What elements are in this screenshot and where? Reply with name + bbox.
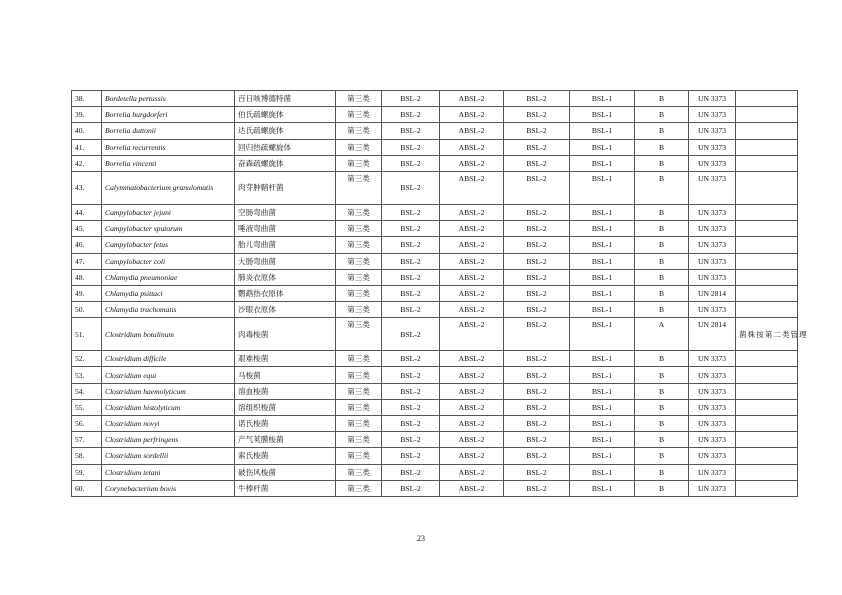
hazard-class-cell: 第三类 (336, 155, 382, 171)
transport-category-cell: B (635, 383, 689, 399)
transport-category-cell: B (635, 416, 689, 432)
un-number-cell: UN 2814 (689, 285, 736, 301)
chinese-name-cell: 百日咳博德特菌 (235, 91, 336, 107)
row-number-cell: 56. (72, 416, 102, 432)
hazard-class-cell: 第三类 (336, 139, 382, 155)
lab-level-sample-cell: BSL-2 (504, 416, 570, 432)
remarks-cell (736, 221, 798, 237)
lab-level-sample-cell: BSL-2 (504, 448, 570, 464)
hazard-class-cell: 第三类 (336, 253, 382, 269)
lab-level-sample-cell: BSL-2 (504, 221, 570, 237)
lab-level-inactivated-cell: BSL-1 (570, 269, 635, 285)
animal-lab-level-cell: ABSL-2 (440, 139, 504, 155)
scientific-name-cell: Borrelia recurrentis (102, 139, 235, 155)
remarks-cell (736, 302, 798, 318)
remarks-cell (736, 139, 798, 155)
scientific-name-cell: Borrelia burgdorferi (102, 107, 235, 123)
scientific-name-cell: Clostridium difficile (102, 351, 235, 367)
chinese-name-cell: 胎儿弯曲菌 (235, 237, 336, 253)
animal-lab-level-cell: ABSL-2 (440, 253, 504, 269)
scientific-name-cell: Campylobacter jejuni (102, 204, 235, 220)
un-number-cell: UN 3373 (689, 480, 736, 496)
lab-level-culture-cell: BSL-2 (382, 155, 440, 171)
chinese-name-cell: 肉毒梭菌 (235, 318, 336, 351)
scientific-name-cell: Bordetella pertussis (102, 91, 235, 107)
table-row (72, 253, 798, 269)
scientific-name-cell: Corynebacterium bovis (102, 480, 235, 496)
remarks-cell (736, 448, 798, 464)
hazard-class-cell: 第三类 (336, 351, 382, 367)
chinese-name-cell: 溶组织梭菌 (235, 399, 336, 415)
un-number-cell: UN 3373 (689, 302, 736, 318)
un-number-cell: UN 3373 (689, 91, 736, 107)
row-number-cell: 47. (72, 253, 102, 269)
pathogen-table-body (72, 91, 808, 497)
lab-level-inactivated-cell: BSL-1 (570, 91, 635, 107)
un-number-cell: UN 3373 (689, 171, 736, 204)
row-number-cell: 60. (72, 480, 102, 496)
un-number-cell: UN 3373 (689, 107, 736, 123)
animal-lab-level-cell: ABSL-2 (440, 155, 504, 171)
hazard-class-cell: 第三类 (336, 448, 382, 464)
row-number-cell: 45. (72, 221, 102, 237)
hazard-class-cell: 第三类 (336, 237, 382, 253)
un-number-cell: UN 3373 (689, 351, 736, 367)
un-number-cell: UN 3373 (689, 237, 736, 253)
row-number-cell: 59. (72, 464, 102, 480)
lab-level-inactivated-cell: BSL-1 (570, 139, 635, 155)
animal-lab-level-cell: ABSL-2 (440, 171, 504, 204)
lab-level-sample-cell: BSL-2 (504, 351, 570, 367)
lab-level-culture-cell: BSL-2 (382, 383, 440, 399)
lab-level-inactivated-cell: BSL-1 (570, 107, 635, 123)
lab-level-inactivated-cell: BSL-1 (570, 480, 635, 496)
row-number-cell: 50. (72, 302, 102, 318)
un-number-cell: UN 3373 (689, 367, 736, 383)
animal-lab-level-cell: ABSL-2 (440, 416, 504, 432)
row-number-cell: 40. (72, 123, 102, 139)
remarks-cell (736, 383, 798, 399)
scientific-name-cell: Campylobacter fetus (102, 237, 235, 253)
lab-level-sample-cell: BSL-2 (504, 171, 570, 204)
un-number-cell: UN 3373 (689, 383, 736, 399)
table-row (72, 91, 798, 107)
row-number-cell: 51. (72, 318, 102, 351)
row-number-cell: 55. (72, 399, 102, 415)
lab-level-culture-cell: BSL-2 (382, 123, 440, 139)
remarks-cell (736, 155, 798, 171)
transport-category-cell: B (635, 237, 689, 253)
animal-lab-level-cell: ABSL-2 (440, 107, 504, 123)
un-number-cell: UN 3373 (689, 269, 736, 285)
table-row (72, 107, 798, 123)
lab-level-inactivated-cell: BSL-1 (570, 318, 635, 351)
remarks-cell (736, 237, 798, 253)
lab-level-sample-cell: BSL-2 (504, 383, 570, 399)
table-row (72, 480, 798, 496)
lab-level-sample-cell: BSL-2 (504, 204, 570, 220)
lab-level-inactivated-cell: BSL-1 (570, 253, 635, 269)
un-number-cell: UN 3373 (689, 432, 736, 448)
animal-lab-level-cell: ABSL-2 (440, 432, 504, 448)
lab-level-culture-cell: BSL-2 (382, 399, 440, 415)
scientific-name-cell: Campylobacter coli (102, 253, 235, 269)
lab-level-culture-cell: BSL-2 (382, 302, 440, 318)
lab-level-sample-cell: BSL-2 (504, 399, 570, 415)
transport-category-cell: A (635, 318, 689, 351)
un-number-cell: UN 3373 (689, 448, 736, 464)
animal-lab-level-cell: ABSL-2 (440, 448, 504, 464)
remarks-cell (736, 432, 798, 448)
table-row (72, 269, 798, 285)
chinese-name-cell: 马梭菌 (235, 367, 336, 383)
lab-level-culture-cell: BSL-2 (382, 204, 440, 220)
chinese-name-cell: 大肠弯曲菌 (235, 253, 336, 269)
lab-level-inactivated-cell: BSL-1 (570, 351, 635, 367)
table-row (72, 383, 798, 399)
un-number-cell: UN 3373 (689, 204, 736, 220)
lab-level-sample-cell: BSL-2 (504, 155, 570, 171)
scientific-name-cell: Clostridium equi (102, 367, 235, 383)
chinese-name-cell: 肺炎衣原体 (235, 269, 336, 285)
row-number-cell: 53. (72, 367, 102, 383)
remarks-cell (736, 204, 798, 220)
lab-level-inactivated-cell: BSL-1 (570, 448, 635, 464)
remarks-cell (736, 480, 798, 496)
scientific-name-cell: Clostridium perfringens (102, 432, 235, 448)
transport-category-cell: B (635, 351, 689, 367)
remarks-cell (736, 253, 798, 269)
hazard-class-cell: 第三类 (336, 480, 382, 496)
chinese-name-cell: 伯氏疏螺旋体 (235, 107, 336, 123)
animal-lab-level-cell: ABSL-2 (440, 318, 504, 351)
table-row (72, 204, 798, 220)
row-number-cell: 52. (72, 351, 102, 367)
chinese-name-cell: 艰难梭菌 (235, 351, 336, 367)
lab-level-inactivated-cell: BSL-1 (570, 399, 635, 415)
lab-level-sample-cell: BSL-2 (504, 367, 570, 383)
chinese-name-cell: 达氏疏螺旋体 (235, 123, 336, 139)
table-row (72, 123, 798, 139)
scientific-name-cell: Clostridium histolyticum (102, 399, 235, 415)
scientific-name-cell: Clostridium novyi (102, 416, 235, 432)
hazard-class-cell: 第三类 (336, 269, 382, 285)
remarks-cell (736, 351, 798, 367)
chinese-name-cell: 诺氏梭菌 (235, 416, 336, 432)
remarks-cell (736, 416, 798, 432)
lab-level-sample-cell: BSL-2 (504, 91, 570, 107)
table-row (72, 464, 798, 480)
animal-lab-level-cell: ABSL-2 (440, 367, 504, 383)
chinese-name-cell: 牛棒杆菌 (235, 480, 336, 496)
hazard-class-cell: 第三类 (336, 302, 382, 318)
scientific-name-cell: Campylobacter sputorum (102, 221, 235, 237)
animal-lab-level-cell: ABSL-2 (440, 91, 504, 107)
chinese-name-cell: 溶血梭菌 (235, 383, 336, 399)
hazard-class-cell: 第三类 (336, 416, 382, 432)
row-number-cell: 49. (72, 285, 102, 301)
hazard-class-cell: 第三类 (336, 204, 382, 220)
lab-level-sample-cell: BSL-2 (504, 107, 570, 123)
lab-level-culture-cell: BSL-2 (382, 107, 440, 123)
hazard-class-cell: 第三类 (336, 399, 382, 415)
hazard-class-cell: 第三类 (336, 432, 382, 448)
un-number-cell: UN 2814 (689, 318, 736, 351)
lab-level-sample-cell: BSL-2 (504, 318, 570, 351)
remarks-cell (736, 91, 798, 107)
scientific-name-cell: Calymmatobacterium granulomatis (102, 171, 235, 204)
lab-level-sample-cell: BSL-2 (504, 432, 570, 448)
transport-category-cell: B (635, 155, 689, 171)
lab-level-inactivated-cell: BSL-1 (570, 237, 635, 253)
row-number-cell: 48. (72, 269, 102, 285)
transport-category-cell: B (635, 285, 689, 301)
table-row (72, 399, 798, 415)
lab-level-sample-cell: BSL-2 (504, 269, 570, 285)
lab-level-sample-cell: BSL-2 (504, 480, 570, 496)
remarks-cell (736, 464, 798, 480)
un-number-cell: UN 3373 (689, 416, 736, 432)
remarks-cell (736, 123, 798, 139)
row-number-cell: 58. (72, 448, 102, 464)
lab-level-culture-cell: BSL-2 (382, 253, 440, 269)
table-row (72, 285, 798, 301)
row-number-cell: 41. (72, 139, 102, 155)
un-number-cell: UN 3373 (689, 123, 736, 139)
chinese-name-cell: 索氏梭菌 (235, 448, 336, 464)
remarks-cell: 菌株按第二类管理 (736, 318, 798, 351)
lab-level-inactivated-cell: BSL-1 (570, 416, 635, 432)
chinese-name-cell: 产气荚膜梭菌 (235, 432, 336, 448)
scientific-name-cell: Clostridium tetani (102, 464, 235, 480)
row-number-cell: 38. (72, 91, 102, 107)
hazard-class-cell: 第三类 (336, 171, 382, 204)
transport-category-cell: B (635, 123, 689, 139)
lab-level-culture-cell: BSL-2 (382, 171, 440, 204)
lab-level-culture-cell: BSL-2 (382, 351, 440, 367)
animal-lab-level-cell: ABSL-2 (440, 399, 504, 415)
row-number-cell: 44. (72, 204, 102, 220)
scientific-name-cell: Chlamydia trachomatis (102, 302, 235, 318)
chinese-name-cell: 肉芽肿鞘杆菌 (235, 171, 336, 204)
pathogen-table (71, 90, 808, 497)
table-row (72, 155, 798, 171)
transport-category-cell: B (635, 269, 689, 285)
table-row (72, 171, 798, 204)
table-row (72, 221, 798, 237)
remarks-cell (736, 107, 798, 123)
remarks-cell (736, 367, 798, 383)
table-row (72, 367, 798, 383)
transport-category-cell: B (635, 480, 689, 496)
animal-lab-level-cell: ABSL-2 (440, 237, 504, 253)
hazard-class-cell: 第三类 (336, 318, 382, 351)
chinese-name-cell: 回归热疏螺旋体 (235, 139, 336, 155)
lab-level-sample-cell: BSL-2 (504, 123, 570, 139)
scientific-name-cell: Clostridium sordellii (102, 448, 235, 464)
lab-level-inactivated-cell: BSL-1 (570, 171, 635, 204)
table-row (72, 237, 798, 253)
lab-level-inactivated-cell: BSL-1 (570, 367, 635, 383)
animal-lab-level-cell: ABSL-2 (440, 480, 504, 496)
lab-level-culture-cell: BSL-2 (382, 432, 440, 448)
row-number-cell: 54. (72, 383, 102, 399)
lab-level-culture-cell: BSL-2 (382, 91, 440, 107)
table-row (72, 448, 798, 464)
lab-level-inactivated-cell: BSL-1 (570, 302, 635, 318)
table-row (72, 318, 798, 351)
animal-lab-level-cell: ABSL-2 (440, 221, 504, 237)
animal-lab-level-cell: ABSL-2 (440, 269, 504, 285)
lab-level-culture-cell: BSL-2 (382, 448, 440, 464)
lab-level-culture-cell: BSL-2 (382, 464, 440, 480)
lab-level-sample-cell: BSL-2 (504, 464, 570, 480)
hazard-class-cell: 第三类 (336, 107, 382, 123)
row-number-cell: 42. (72, 155, 102, 171)
scientific-name-cell: Clostridium botulinum (102, 318, 235, 351)
transport-category-cell: B (635, 91, 689, 107)
animal-lab-level-cell: ABSL-2 (440, 123, 504, 139)
hazard-class-cell: 第三类 (336, 367, 382, 383)
lab-level-inactivated-cell: BSL-1 (570, 464, 635, 480)
transport-category-cell: B (635, 204, 689, 220)
transport-category-cell: B (635, 367, 689, 383)
transport-category-cell: B (635, 139, 689, 155)
scientific-name-cell: Borrelia duttonii (102, 123, 235, 139)
chinese-name-cell: 空肠弯曲菌 (235, 204, 336, 220)
table-row (72, 351, 798, 367)
un-number-cell: UN 3373 (689, 399, 736, 415)
un-number-cell: UN 3373 (689, 155, 736, 171)
row-number-cell: 43. (72, 171, 102, 204)
lab-level-culture-cell: BSL-2 (382, 139, 440, 155)
row-number-cell: 39. (72, 107, 102, 123)
lab-level-culture-cell: BSL-2 (382, 318, 440, 351)
animal-lab-level-cell: ABSL-2 (440, 302, 504, 318)
lab-level-culture-cell: BSL-2 (382, 416, 440, 432)
lab-level-sample-cell: BSL-2 (504, 302, 570, 318)
animal-lab-level-cell: ABSL-2 (440, 383, 504, 399)
chinese-name-cell: 破伤风梭菌 (235, 464, 336, 480)
lab-level-culture-cell: BSL-2 (382, 367, 440, 383)
transport-category-cell: B (635, 221, 689, 237)
un-number-cell: UN 3373 (689, 253, 736, 269)
table-row (72, 416, 798, 432)
transport-category-cell: B (635, 399, 689, 415)
un-number-cell: UN 3373 (689, 221, 736, 237)
lab-level-sample-cell: BSL-2 (504, 237, 570, 253)
remarks-cell (736, 285, 798, 301)
transport-category-cell: B (635, 448, 689, 464)
table-row (72, 302, 798, 318)
hazard-class-cell: 第三类 (336, 91, 382, 107)
lab-level-sample-cell: BSL-2 (504, 139, 570, 155)
animal-lab-level-cell: ABSL-2 (440, 351, 504, 367)
hazard-class-cell: 第三类 (336, 464, 382, 480)
scientific-name-cell: Borrelia vincenti (102, 155, 235, 171)
remarks-cell (736, 269, 798, 285)
transport-category-cell: B (635, 171, 689, 204)
lab-level-inactivated-cell: BSL-1 (570, 383, 635, 399)
scientific-name-cell: Chlamydia psittaci (102, 285, 235, 301)
animal-lab-level-cell: ABSL-2 (440, 204, 504, 220)
transport-category-cell: B (635, 302, 689, 318)
lab-level-inactivated-cell: BSL-1 (570, 285, 635, 301)
animal-lab-level-cell: ABSL-2 (440, 464, 504, 480)
chinese-name-cell: 沙眼衣原体 (235, 302, 336, 318)
lab-level-inactivated-cell: BSL-1 (570, 123, 635, 139)
transport-category-cell: B (635, 253, 689, 269)
row-number-cell: 57. (72, 432, 102, 448)
table-row (72, 139, 798, 155)
lab-level-inactivated-cell: BSL-1 (570, 155, 635, 171)
page-number: 23 (417, 534, 425, 543)
transport-category-cell: B (635, 432, 689, 448)
lab-level-culture-cell: BSL-2 (382, 237, 440, 253)
scientific-name-cell: Chlamydia pneumoniae (102, 269, 235, 285)
chinese-name-cell: 鹦鹉热衣原体 (235, 285, 336, 301)
lab-level-culture-cell: BSL-2 (382, 285, 440, 301)
chinese-name-cell: 唾液弯曲菌 (235, 221, 336, 237)
un-number-cell: UN 3373 (689, 464, 736, 480)
un-number-cell: UN 3373 (689, 139, 736, 155)
remarks-cell (736, 399, 798, 415)
lab-level-sample-cell: BSL-2 (504, 253, 570, 269)
hazard-class-cell: 第三类 (336, 221, 382, 237)
lab-level-inactivated-cell: BSL-1 (570, 204, 635, 220)
hazard-class-cell: 第三类 (336, 123, 382, 139)
lab-level-culture-cell: BSL-2 (382, 269, 440, 285)
animal-lab-level-cell: ABSL-2 (440, 285, 504, 301)
lab-level-sample-cell: BSL-2 (504, 285, 570, 301)
table-row (72, 432, 798, 448)
row-number-cell: 46. (72, 237, 102, 253)
chinese-name-cell: 奋森疏螺旋体 (235, 155, 336, 171)
lab-level-culture-cell: BSL-2 (382, 221, 440, 237)
hazard-class-cell: 第三类 (336, 285, 382, 301)
transport-category-cell: B (635, 107, 689, 123)
lab-level-inactivated-cell: BSL-1 (570, 432, 635, 448)
lab-level-inactivated-cell: BSL-1 (570, 221, 635, 237)
remarks-cell (736, 171, 798, 204)
transport-category-cell: B (635, 464, 689, 480)
hazard-class-cell: 第三类 (336, 383, 382, 399)
scientific-name-cell: Clostridium haemolyticum (102, 383, 235, 399)
lab-level-culture-cell: BSL-2 (382, 480, 440, 496)
